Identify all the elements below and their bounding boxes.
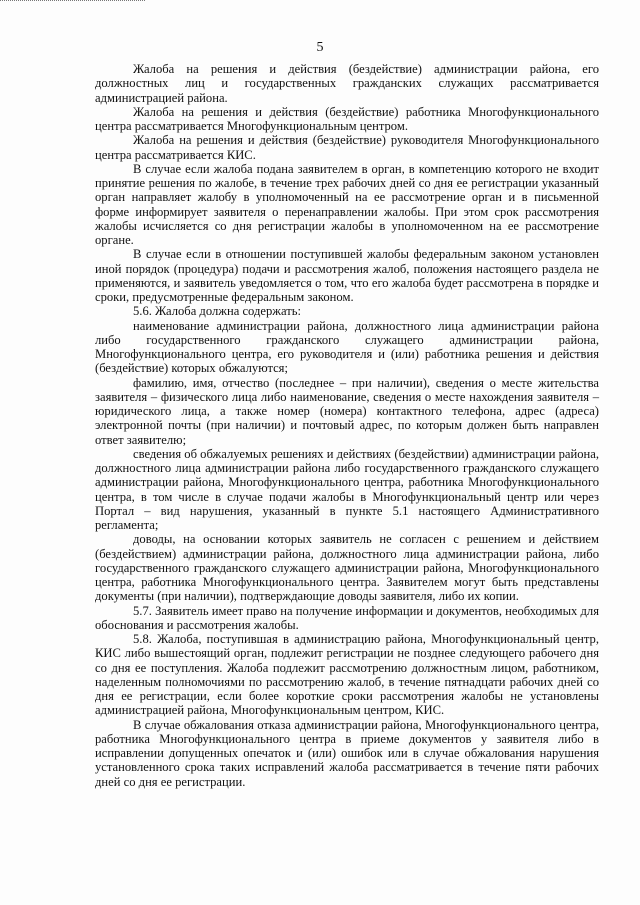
paragraph: В случае если жалоба подана заявителем в орган, в компетенцию которого не входит принятие решения по жалобе, в течение трех рабочих дней со дня ее регистрации указанный орган направляет жалобу в уполномоченный на ее рассмотрение орган и в письменной форме информирует заявителя о перенаправлении жалобы. При этом срок рассмотрения жалобы исчисляется со дня регистрации жалобы в уполномоченном на ее рассмотрение органе. — [95, 161, 599, 247]
paragraph: Жалоба на решения и действия (бездействие) работника Многофункционального центра рассматривается Многофункциональным центром. — [95, 104, 599, 133]
paragraph: Жалоба на решения и действия (бездействие) руководителя Многофункционального центра рассматривается КИС. — [95, 133, 599, 162]
page-number: 5 — [316, 40, 324, 55]
document-body — [95, 62, 599, 789]
section-heading-5-6: 5.6. Жалоба должна содержать: — [133, 304, 301, 319]
paragraph: В случае если в отношении поступившей жалобы федеральным законом установлен иной порядок (процедура) подачи и рассмотрения жалоб, положения настоящего раздела не применяются, и заявитель уведомляется о том, что его жалоба будет рассмотрена в порядке и сроки, предусмотренные федеральным законом. — [95, 247, 599, 304]
paragraph: В случае обжалования отказа администрации района, Многофункционального центра, работника Многофункционального центра в приеме документов у заявителя либо в исправлении допущенных опечаток и (или) ошибок или в случае обжалования нарушения установленного срока таких исправлений жалоба рассматривается в течение пяти рабочих дней со дня ее регистрации. — [95, 717, 599, 789]
paragraph: доводы, на основании которых заявитель не согласен с решением и действием (бездействием) администрации района, должностного лица администрации района, либо государственного гражданского служащего администрации района, Многофункционального центра, работника Многофункционального центра. Заявителем могут быть представлены документы (при наличии), подтверждающие доводы заявителя, либо их копии. — [95, 532, 599, 604]
top-dotted-rule — [0, 0, 145, 2]
paragraph: сведения об обжалуемых решениях и действиях (бездействии) администрации района, должностного лица администрации района либо государственного гражданского служащего администрации района, Многофункционального центра, работника Многофункционального центра, в том числе в случае подачи жалобы в Многофункциональный центр или через Портал – вид нарушения, указанный в пункте 5.1 настоящего Административного регламента; — [95, 446, 599, 532]
paragraph: наименование администрации района, должностного лица администрации района либо государственного гражданского служащего администрации района, Многофункционального центра, его руководителя и (или) работника решения и действия (бездействие) которых обжалуются; — [95, 318, 599, 376]
paragraph: 5.7. Заявитель имеет право на получение информации и документов, необходимых для обоснования и рассмотрения жалобы. — [95, 603, 599, 632]
paragraph: Жалоба на решения и действия (бездействие) администрации района, его должностных лиц и государственных гражданских служащих рассматривается администрацией района. — [95, 62, 599, 105]
paragraph: фамилию, имя, отчество (последнее – при наличии), сведения о месте жительства заявителя – физического лица либо наименование, сведения о месте нахождения заявителя – юридического лица, а также номер (номера) контактного телефона, адрес (адреса) электронной почты (при наличии) и почтовый адрес, по которым должен быть направлен ответ заявителю; — [95, 375, 599, 447]
paragraph: 5.8. Жалоба, поступившая в администрацию района, Многофункциональный центр, КИС либо вышестоящий орган, подлежит регистрации не позднее следующего рабочего дня со дня ее поступления. Жалоба подлежит рассмотрению должностным лицом, работником, наделенным полномочиями по рассмотрению жалоб, в течение пятнадцати рабочих дней со дня ее регистрации, если более короткие сроки рассмотрения жалобы не установлены администрацией района, Многофункциональным центром, КИС. — [95, 632, 599, 718]
